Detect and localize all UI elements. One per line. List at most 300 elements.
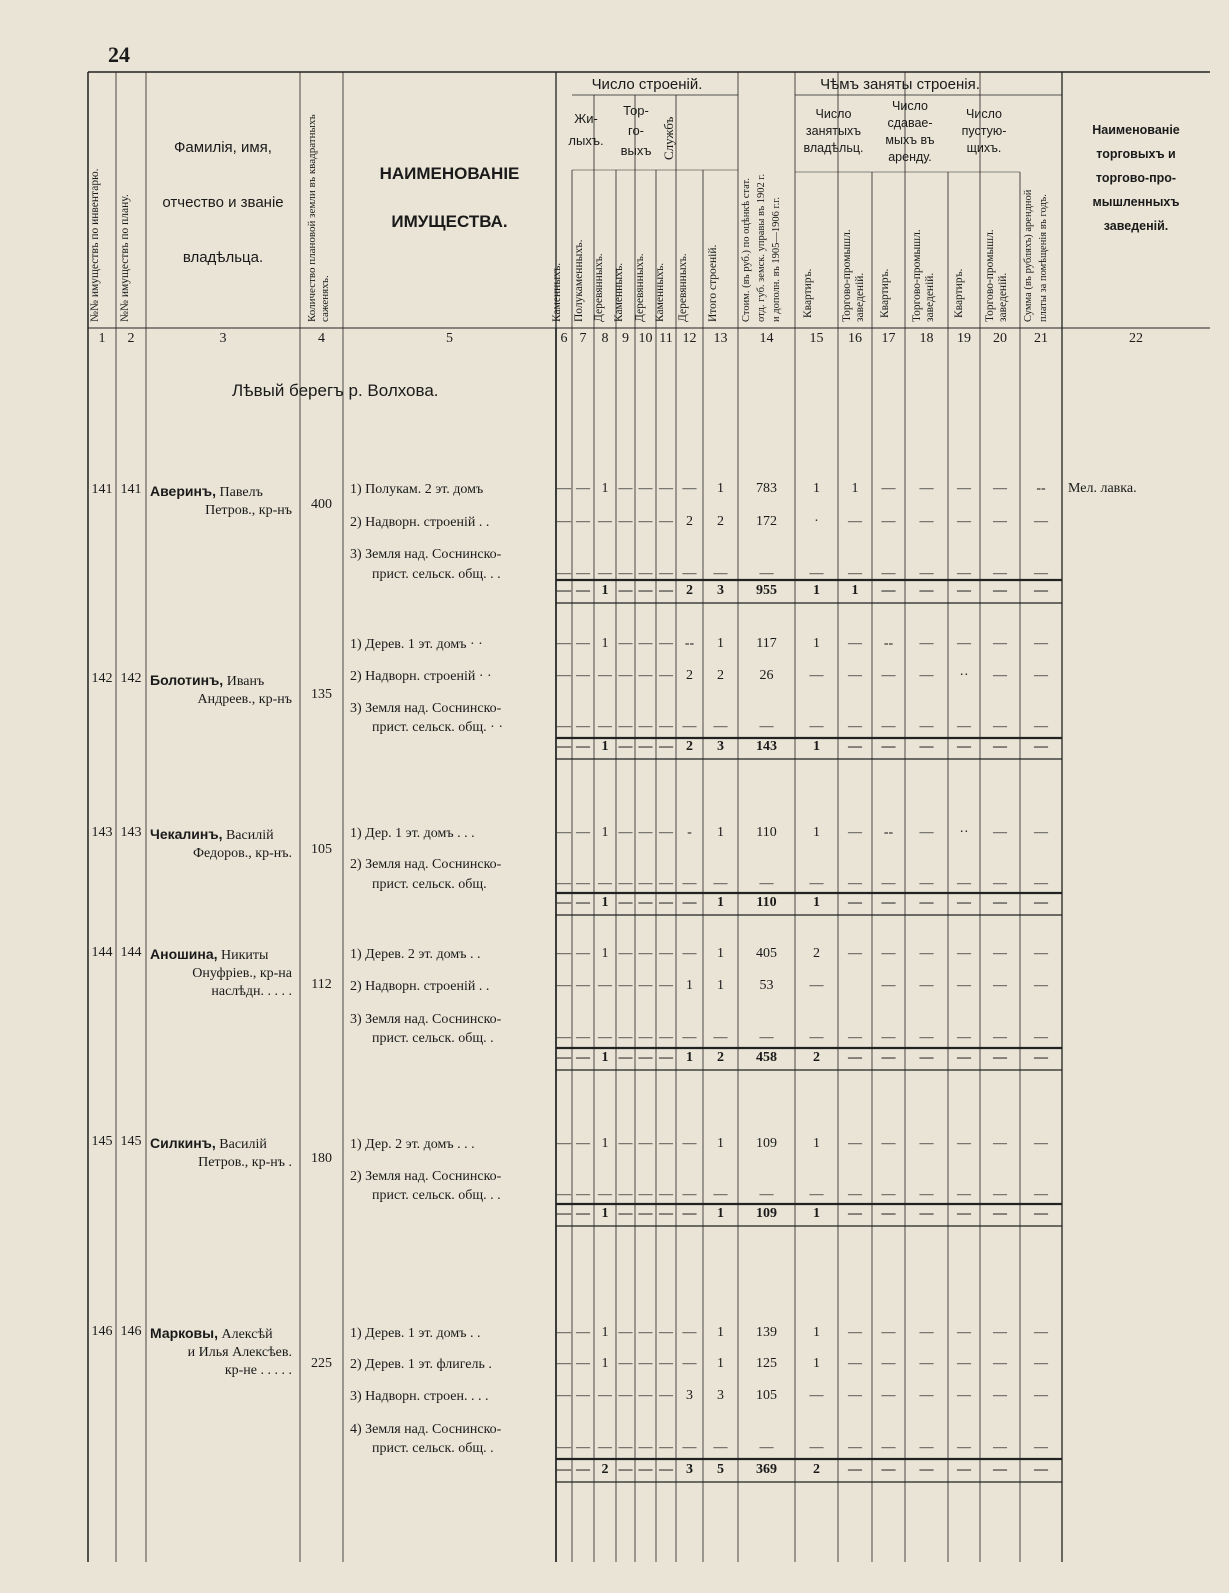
total-col15: 1: [813, 583, 820, 598]
total-col16: —: [848, 1050, 862, 1065]
total-col15: 2: [813, 1462, 820, 1477]
total-col20: —: [993, 895, 1007, 910]
cell-col17: —: [881, 876, 896, 891]
cell-col12: —: [682, 1325, 697, 1340]
total-col18: —: [919, 1206, 934, 1221]
cell-col17: —: [881, 1356, 896, 1371]
cell-col7: —: [576, 514, 590, 529]
property-description: 3) Земля над. Соснинско-: [350, 547, 502, 562]
total-col8: 1: [601, 1206, 609, 1221]
cell-col19: —: [957, 1136, 971, 1151]
plan-number: 145: [120, 1134, 142, 1149]
cell-col18: —: [919, 514, 934, 529]
cell-col19: —: [957, 636, 971, 651]
total-col17: —: [881, 1206, 896, 1221]
cell-col9: —: [618, 481, 633, 496]
cell-col16: —: [848, 668, 862, 683]
cell-col16: —: [848, 1356, 862, 1371]
property-description: прист. сельск. общ. · ·: [372, 720, 503, 735]
land-area: 225: [311, 1356, 332, 1371]
cell-col12: —: [682, 1187, 697, 1202]
total-col13: 5: [717, 1462, 724, 1477]
cell-col12: 1: [686, 978, 693, 993]
cell-col20: —: [993, 1356, 1007, 1371]
cell-col8: —: [598, 668, 612, 683]
cell-col17: —: [881, 1325, 896, 1340]
cell-col9: —: [618, 514, 633, 529]
cell-col10: —: [638, 481, 653, 496]
cell-col18: —: [919, 636, 934, 651]
total-col12: 2: [686, 739, 693, 754]
cell-col11: —: [659, 481, 673, 496]
total-col7: —: [576, 583, 590, 598]
header-inventory-number: №№ имуществъ по инвентарю.: [89, 168, 101, 322]
cell-col10: —: [638, 1440, 653, 1455]
cell-col20: —: [993, 1187, 1007, 1202]
cell-col13: 1: [717, 1325, 724, 1340]
total-col7: —: [576, 1462, 590, 1477]
cell-col6: —: [557, 946, 571, 961]
header-total-buildings: Итого строеній.: [707, 244, 719, 322]
column-number: 20: [993, 331, 1007, 346]
cell-col9: —: [618, 636, 633, 651]
cell-col18: —: [919, 1325, 934, 1340]
total-col16: —: [848, 739, 862, 754]
owner-detail: Петров., кр-нъ .: [198, 1155, 292, 1170]
cell-col18: —: [919, 566, 934, 581]
cell-col13: 1: [717, 946, 724, 961]
header-rented: мыхъ въ: [885, 133, 935, 147]
total-col15: 1: [813, 739, 820, 754]
cell-col11: —: [659, 825, 673, 840]
header-property-line: НАИМЕНОВАНІЕ: [379, 164, 520, 183]
inventory-number: 143: [91, 825, 113, 840]
cell-col15: 1: [813, 1136, 820, 1151]
inventory-number: 142: [91, 671, 113, 686]
cell-col18: —: [919, 978, 934, 993]
cell-col6: —: [557, 1356, 571, 1371]
total-col13: 3: [717, 739, 724, 754]
cell-col14: —: [759, 1187, 774, 1202]
cell-col8: 1: [601, 481, 609, 496]
owner-detail: Онуфріев., кр-на: [192, 966, 292, 981]
cell-col15: 1: [813, 481, 820, 496]
total-col11: —: [659, 895, 673, 910]
total-col17: —: [881, 895, 896, 910]
cell-col6: —: [557, 1325, 571, 1340]
cell-col21: —: [1034, 978, 1048, 993]
cell-col9: —: [618, 719, 633, 734]
header-residential: лыхъ.: [568, 133, 604, 148]
cell-col18: —: [919, 876, 934, 891]
total-col11: —: [659, 583, 673, 598]
cell-col10: —: [638, 719, 653, 734]
header-col11: Каменныхъ.: [654, 262, 666, 322]
cell-col21: —: [1034, 876, 1048, 891]
cell-col7: —: [576, 481, 590, 496]
cell-col11: —: [659, 876, 673, 891]
cell-col7: —: [576, 636, 590, 651]
cell-col11: —: [659, 1187, 673, 1202]
establishment-name: Мел. лавка.: [1068, 481, 1137, 496]
cell-col14: —: [759, 1440, 774, 1455]
header-establishment-names: мышленныхъ: [1092, 195, 1180, 209]
property-description: 1) Дер. 2 эт. домъ . . .: [350, 1137, 475, 1152]
total-col8: 1: [601, 895, 609, 910]
column-number: 7: [579, 331, 587, 346]
cell-col21: —: [1034, 825, 1048, 840]
total-col10: —: [638, 1050, 653, 1065]
cell-col13: —: [713, 1187, 728, 1202]
total-col17: —: [881, 739, 896, 754]
cell-col21: —: [1034, 719, 1048, 734]
cell-col12: —: [682, 566, 697, 581]
property-description: 3) Земля над. Соснинско-: [350, 1012, 502, 1027]
owner-surname: Аношина,: [150, 946, 218, 962]
cell-col20: —: [993, 668, 1007, 683]
total-col9: —: [618, 739, 633, 754]
cell-col20: —: [993, 1030, 1007, 1045]
header-occupied-owners: владѣльц.: [803, 141, 864, 155]
cell-col13: 1: [717, 825, 724, 840]
property-description: 3) Земля над. Соснинско-: [350, 701, 502, 716]
total-col18: —: [919, 895, 934, 910]
header-apartments: Квартиръ.: [802, 268, 814, 318]
cell-col10: —: [638, 1030, 653, 1045]
cell-col20: —: [993, 825, 1007, 840]
cell-col18: —: [919, 1388, 934, 1403]
cell-col9: —: [618, 566, 633, 581]
header-service: Службъ: [661, 116, 676, 160]
total-col11: —: [659, 739, 673, 754]
property-description: 1) Дерев. 1 эт. домъ · ·: [350, 637, 483, 652]
owner-name: Аношина, Никиты Онуфріев., кр-на наслѣдн. . . . .: [150, 945, 298, 1001]
property-description: 1) Дерев. 1 эт. домъ . .: [350, 1326, 481, 1341]
cell-col19: —: [957, 481, 971, 496]
total-col14: 143: [756, 739, 777, 754]
cell-col18: —: [919, 1030, 934, 1045]
column-number: 14: [759, 331, 774, 346]
column-number: 4: [318, 331, 325, 346]
header-owner-line: Фамилія, имя,: [174, 139, 272, 156]
owner-name: Марковы, Алексѣй и Илья Алексѣев. кр-не . . . . .: [150, 1324, 298, 1380]
property-description: 2) Надворн. строеній . .: [350, 979, 490, 994]
cell-col16: —: [848, 946, 862, 961]
cell-col16: 1: [851, 481, 859, 496]
total-col6: —: [557, 1462, 571, 1477]
cell-col14: 26: [759, 668, 774, 683]
cell-col11: —: [659, 719, 673, 734]
cell-col8: —: [598, 514, 612, 529]
total-col19: —: [957, 1462, 971, 1477]
cell-col14: 53: [759, 978, 774, 993]
property-description: 2) Земля над. Соснинско-: [350, 1169, 502, 1184]
cell-col11: —: [659, 636, 673, 651]
total-col14: 955: [756, 583, 777, 598]
property-description: 2) Надворн. строеній · ·: [350, 669, 492, 684]
cell-col7: —: [576, 1440, 590, 1455]
owner-detail: кр-не . . . . .: [224, 1363, 292, 1378]
total-col20: —: [993, 1206, 1007, 1221]
header-commercial: Тор-: [623, 103, 649, 118]
cell-col6: —: [557, 825, 571, 840]
owner-detail: наслѣдн. . . . .: [211, 984, 292, 999]
total-col19: —: [957, 583, 971, 598]
header-valuation: и дополн. въ 1905—1906 г.г.: [771, 196, 782, 322]
cell-col15: —: [809, 1440, 824, 1455]
total-col13: 1: [717, 1206, 724, 1221]
cell-col18: —: [919, 481, 934, 496]
header-rent-sum: Сумма (въ рубляхъ) арендной: [1023, 189, 1034, 322]
cell-col19: —: [957, 1356, 971, 1371]
total-col10: —: [638, 583, 653, 598]
header-plan-number: №№ имуществъ по плану.: [119, 194, 131, 322]
cell-col21: —: [1034, 946, 1048, 961]
cell-col12: —: [682, 1030, 697, 1045]
cell-col12: —: [682, 1356, 697, 1371]
cell-col11: —: [659, 1136, 673, 1151]
cell-col6: —: [557, 719, 571, 734]
cell-col8: —: [598, 1187, 612, 1202]
land-area: 180: [311, 1151, 332, 1166]
cell-col15: 1: [813, 1325, 820, 1340]
owner-name: Болотинъ, Иванъ Андреев., кр-нъ: [150, 671, 298, 709]
cell-col17: —: [881, 1440, 896, 1455]
header-col12: Деревянныхъ.: [677, 253, 689, 322]
cell-col18: —: [919, 1440, 934, 1455]
total-col8: 1: [601, 1050, 609, 1065]
header-apartments: Квартиръ.: [953, 268, 965, 318]
cell-col7: —: [576, 1030, 590, 1045]
total-col12: 2: [686, 583, 693, 598]
cell-col11: —: [659, 1388, 673, 1403]
plan-number: 146: [120, 1324, 142, 1339]
cell-col17: —: [881, 566, 896, 581]
cell-col16: —: [848, 1325, 862, 1340]
total-col6: —: [557, 583, 571, 598]
total-col9: —: [618, 895, 633, 910]
header-valuation: Стоим. (въ руб.) по оцѣнкѣ стат.: [741, 178, 752, 322]
total-col12: —: [682, 895, 697, 910]
cell-col6: —: [557, 481, 571, 496]
total-col21: —: [1034, 583, 1048, 598]
total-col13: 2: [717, 1050, 724, 1065]
total-col7: —: [576, 895, 590, 910]
cell-col10: —: [638, 668, 653, 683]
cell-col8: 1: [601, 1325, 609, 1340]
cell-col16: —: [848, 1136, 862, 1151]
total-col17: —: [881, 583, 896, 598]
total-col20: —: [993, 1462, 1007, 1477]
cell-col14: —: [759, 876, 774, 891]
inventory-number: 141: [91, 482, 113, 497]
column-number: 11: [659, 331, 673, 346]
cell-col12: —: [682, 876, 697, 891]
column-number: 15: [809, 331, 824, 346]
cell-col12: -: [687, 825, 692, 840]
header-residential: Жи-: [574, 111, 598, 126]
cell-col20: —: [993, 481, 1007, 496]
header-empty: щихъ.: [966, 141, 1002, 155]
property-description: 3) Надворн. строен. . . .: [350, 1389, 489, 1404]
cell-col15: 1: [813, 636, 820, 651]
total-col6: —: [557, 739, 571, 754]
cell-col18: —: [919, 946, 934, 961]
land-area: 400: [311, 497, 332, 512]
cell-col19: —: [957, 514, 971, 529]
column-number: 8: [601, 331, 609, 346]
property-description: 1) Дер. 1 эт. домъ . . .: [350, 826, 475, 841]
cell-col8: 1: [601, 1356, 609, 1371]
plan-number: 142: [120, 671, 142, 686]
cell-col11: —: [659, 1030, 673, 1045]
cell-col19: —: [957, 1187, 971, 1202]
cell-col9: —: [618, 1187, 633, 1202]
header-establishment-names: Наименованіе: [1092, 123, 1180, 137]
cell-col21: —: [1034, 1030, 1048, 1045]
cell-col18: —: [919, 668, 934, 683]
property-description: 2) Надворн. строеній . .: [350, 515, 490, 530]
cell-col13: —: [713, 566, 728, 581]
property-description: 2) Дерев. 1 эт. флигель .: [350, 1357, 492, 1372]
plan-number: 144: [120, 945, 142, 960]
cell-col14: —: [759, 719, 774, 734]
total-col21: —: [1034, 1050, 1048, 1065]
cell-col16: —: [848, 514, 862, 529]
cell-col18: —: [919, 1136, 934, 1151]
total-col16: —: [848, 895, 862, 910]
cell-col7: —: [576, 566, 590, 581]
total-col20: —: [993, 583, 1007, 598]
total-col10: —: [638, 895, 653, 910]
column-number: 10: [638, 331, 653, 346]
cell-col12: 2: [686, 668, 693, 683]
header-trade-establishments: Торгово-промышл.: [841, 229, 853, 322]
cell-col8: 1: [601, 636, 609, 651]
owner-name: Чекалинъ, Василій Федоров., кр-нъ.: [150, 825, 298, 863]
property-description: прист. сельск. общ. .: [372, 1031, 494, 1046]
cell-col19: —: [957, 566, 971, 581]
cell-col10: —: [638, 514, 653, 529]
cell-col6: —: [557, 1136, 571, 1151]
total-col10: —: [638, 739, 653, 754]
header-rented: Число: [892, 99, 928, 113]
header-col10: Деревянныхъ.: [634, 253, 646, 322]
cell-col7: —: [576, 1187, 590, 1202]
cell-col7: —: [576, 1136, 590, 1151]
cell-col14: —: [759, 566, 774, 581]
cell-col20: —: [993, 1440, 1007, 1455]
cell-col16: —: [848, 636, 862, 651]
cell-col17: —: [881, 946, 896, 961]
cell-col6: —: [557, 636, 571, 651]
land-area: 105: [311, 842, 332, 857]
total-col8: 2: [601, 1462, 609, 1477]
cell-col6: —: [557, 566, 571, 581]
total-col14: 369: [756, 1462, 777, 1477]
cell-col7: —: [576, 719, 590, 734]
cell-col11: —: [659, 978, 673, 993]
cell-col6: —: [557, 978, 571, 993]
cell-col15: 2: [813, 946, 820, 961]
total-col14: 109: [756, 1206, 777, 1221]
total-col6: —: [557, 1206, 571, 1221]
owner-detail: Петров., кр-нъ: [205, 503, 292, 518]
cell-col13: 2: [717, 668, 724, 683]
total-col21: —: [1034, 895, 1048, 910]
cell-col7: —: [576, 825, 590, 840]
cell-col9: —: [618, 1030, 633, 1045]
header-col9: Каменныхъ.: [613, 262, 625, 322]
header-owner-line: отчество и званіе: [162, 194, 284, 211]
section-title: Лѣвый берегъ р. Волхова.: [232, 381, 439, 400]
cell-col8: —: [598, 876, 612, 891]
header-trade-establishments: Торгово-промышл.: [911, 229, 923, 322]
cell-col15: —: [809, 978, 824, 993]
cell-col14: 105: [756, 1388, 777, 1403]
cell-col20: —: [993, 876, 1007, 891]
cell-col20: —: [993, 719, 1007, 734]
cell-col18: —: [919, 1187, 934, 1202]
header-commercial: выхъ: [620, 143, 652, 158]
cell-col20: —: [993, 566, 1007, 581]
column-number: 19: [957, 331, 971, 346]
cell-col15: —: [809, 719, 824, 734]
header-apartments: Квартиръ.: [879, 268, 891, 318]
cell-col17: —: [881, 1187, 896, 1202]
owner-name: Аверинъ, Павелъ Петров., кр-нъ: [150, 482, 298, 520]
cell-col10: —: [638, 1356, 653, 1371]
column-number: 22: [1129, 331, 1143, 346]
cell-col8: —: [598, 1030, 612, 1045]
owner-detail: и Илья Алексѣев.: [187, 1345, 292, 1360]
cell-col20: —: [993, 1325, 1007, 1340]
total-col19: —: [957, 739, 971, 754]
cell-col21: —: [1034, 1356, 1048, 1371]
cell-col13: 1: [717, 1356, 724, 1371]
total-col21: —: [1034, 1462, 1048, 1477]
inventory-number: 145: [91, 1134, 113, 1149]
cell-col12: --: [684, 636, 695, 651]
cell-col21: --: [1036, 481, 1046, 496]
owner-surname: Аверинъ,: [150, 483, 217, 499]
cell-col6: —: [557, 1030, 571, 1045]
total-col16: —: [848, 1206, 862, 1221]
column-number: 5: [446, 331, 453, 346]
cell-col10: —: [638, 1388, 653, 1403]
cell-col17: —: [881, 1136, 896, 1151]
total-col18: —: [919, 1462, 934, 1477]
cell-col17: —: [881, 978, 896, 993]
cell-col15: —: [809, 1187, 824, 1202]
cell-col14: 783: [756, 481, 777, 496]
cell-col14: 110: [756, 825, 777, 840]
total-col12: —: [682, 1206, 697, 1221]
cell-col9: —: [618, 1388, 633, 1403]
cell-col19: —: [957, 719, 971, 734]
total-col15: 1: [813, 895, 820, 910]
cell-col14: 109: [756, 1136, 777, 1151]
total-col16: 1: [851, 583, 859, 598]
cell-col19: ··: [959, 668, 969, 683]
cell-col21: —: [1034, 1440, 1048, 1455]
header-empty: Число: [966, 107, 1002, 121]
cell-col11: —: [659, 1440, 673, 1455]
header-occupied-owners: занятыхъ: [805, 124, 862, 138]
cell-col12: 3: [686, 1388, 693, 1403]
total-col21: —: [1034, 739, 1048, 754]
column-number: 18: [919, 331, 934, 346]
